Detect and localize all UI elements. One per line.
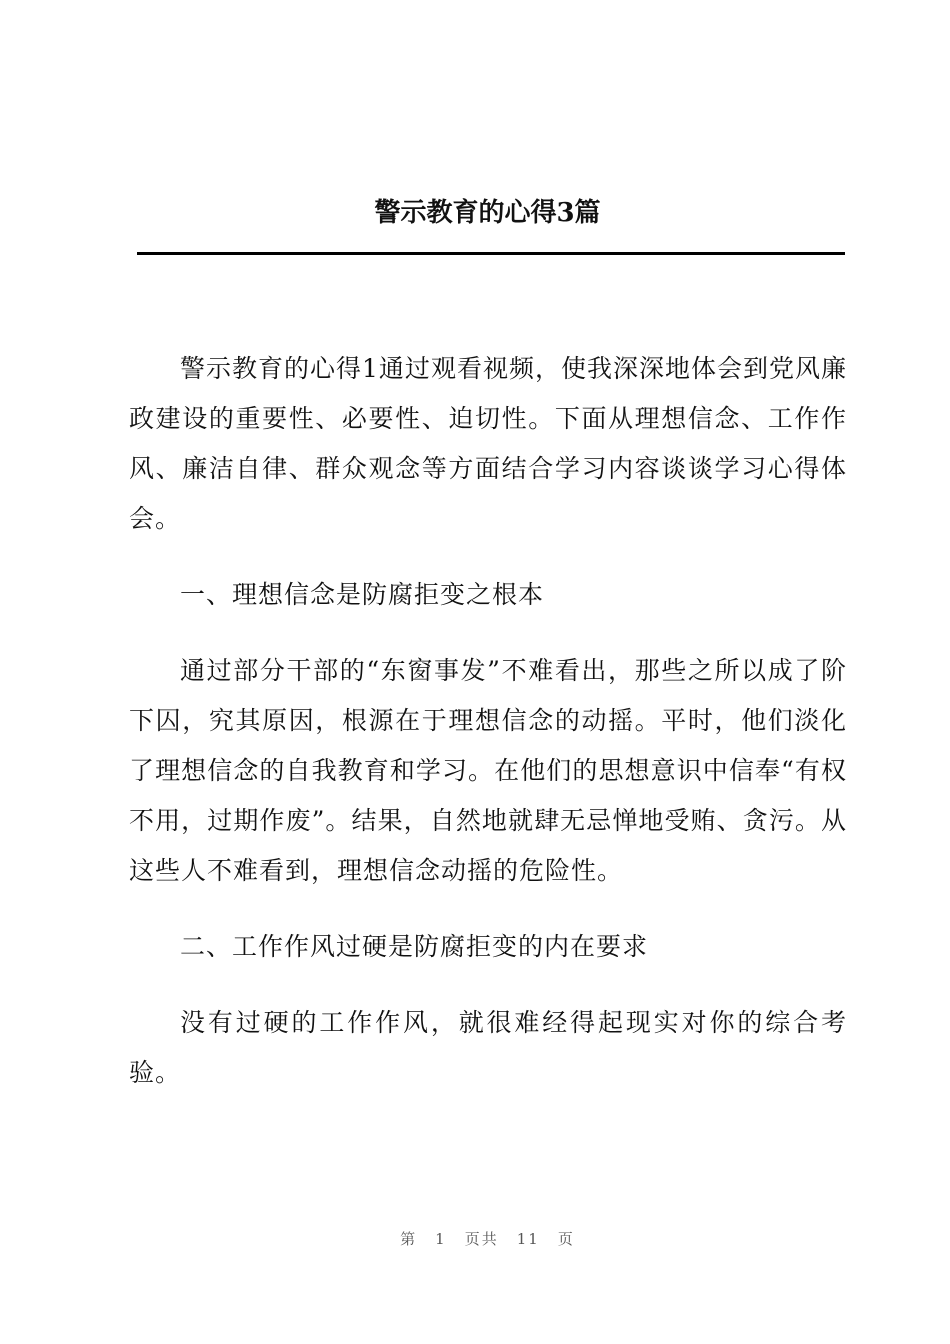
footer-middle: 页共 (464, 1230, 499, 1248)
footer-page-number: 1 (435, 1230, 447, 1248)
paragraph-intro: 警示教育的心得1通过观看视频，使我深深地体会到党风廉政建设的重要性、必要性、迫切性。下面从理想信念、工作作风、廉洁自律、群众观念等方面结合学习内容谈谈学习心得体会。 (129, 354, 847, 533)
document-title: 警示教育的心得3篇 (374, 198, 601, 228)
footer-prefix: 第 (400, 1230, 418, 1248)
paragraph-section-2: 没有过硬的工作作风，就很难经得起现实对你的综合考验。 (129, 1008, 847, 1087)
footer-total-pages: 11 (516, 1230, 540, 1248)
page-footer (0, 1228, 950, 1249)
document-body (129, 344, 847, 1124)
footer-suffix: 页 (557, 1230, 575, 1248)
heading-section-2: 二、工作作风过硬是防腐拒变的内在要求 (180, 932, 649, 961)
title-divider (137, 252, 845, 255)
paragraph-section-1: 通过部分干部的“东窗事发”不难看出，那些之所以成了阶下囚，究其原因，根源在于理想信念的动摇。平时，他们淡化了理想信念的自我教育和学习。在他们的思想意识中信奉“有权不用，过期作废”。结果，自然地就肆无忌惮地受贿、贪污。从这些人不难看到，理想信念动摇的危险性。 (129, 656, 847, 885)
heading-section-1: 一、理想信念是防腐拒变之根本 (180, 580, 545, 609)
